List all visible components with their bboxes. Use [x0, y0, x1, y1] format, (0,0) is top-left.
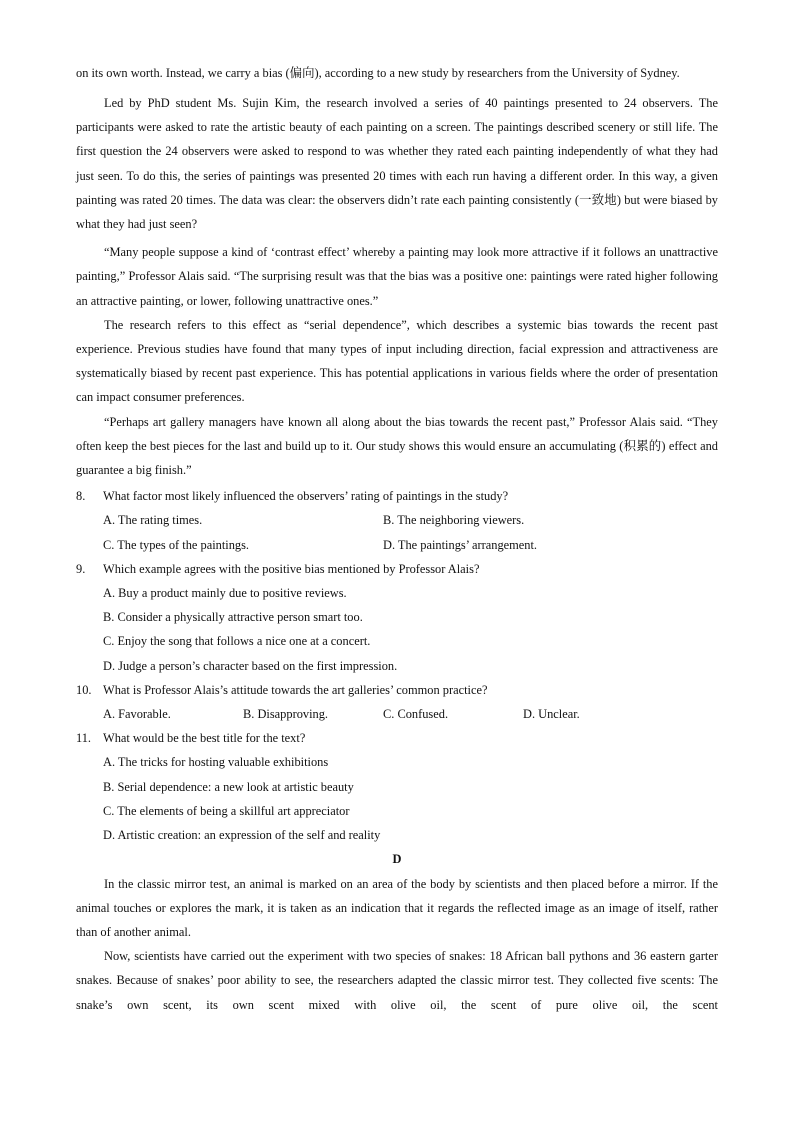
question-stem: What factor most likely influenced the observers’ rating of paintings in the study? [103, 489, 509, 504]
option-a[interactable]: A. The rating times. [103, 513, 203, 528]
question-stem: What is Professor Alais’s attitude towards the art galleries’ common practice? [103, 682, 488, 697]
option-b[interactable]: B. Consider a physically attractive person smart too. [103, 610, 363, 625]
question-number: 8. [76, 489, 86, 504]
answer-options [103, 750, 718, 847]
option-a[interactable]: A. The tricks for hosting valuable exhibitions [103, 755, 329, 770]
answer-options [103, 581, 718, 678]
question-number: 11. [76, 731, 92, 746]
question-8 [76, 484, 718, 557]
question-stem: What would be the best title for the text? [103, 731, 306, 746]
option-d[interactable]: D. The paintings’ arrangement. [383, 537, 538, 552]
exam-page [76, 58, 718, 1017]
question-stem: Which example agrees with the positive bias mentioned by Professor Alais? [103, 561, 480, 576]
option-d[interactable]: D. Unclear. [523, 707, 580, 722]
question-9 [76, 557, 718, 678]
passage-c-paragraph-3: The research refers to this effect as “serial dependence”, which describes a systemic bias towards the recent past experience. Previous studies have found that many types of input including direction, facial expression and attractiveness are systematically biased by recent past experience. This has potential applications in various fields where the order of presentation can impact consumer preferences. [76, 317, 718, 405]
passage-c-paragraph-4: “Perhaps art gallery managers have known all along about the bias towards the recent past,” Professor Alais said. “They often keep the best pieces for the last and build up to it. Our study shows this would ensure an accumulating (积累的) effect and guarantee a big finish.” [76, 414, 718, 478]
passage-c-paragraph-0: on its own worth. Instead, we carry a bias (偏向), according to a new study by researchers from the University of Sydney. [76, 66, 680, 80]
passage-c-paragraph-1: Led by PhD student Ms. Sujin Kim, the research involved a series of 40 paintings presented to 24 observers. The participants were asked to rate the artistic beauty of each painting on a screen. The paintings described scenery or still life. The first question the 24 observers were asked to respond to was whether they rated each painting independently of what they had just seen. To do this, the series of paintings was presented 20 times with each run having a different order. In this way, a given painting was rated 20 times. The data was clear: the observers didn’t rate each painting consistently (一致地) but were biased by what they had just seen? [76, 96, 718, 232]
question-11 [76, 726, 718, 847]
question-number: 9. [76, 561, 86, 576]
question-10 [76, 678, 718, 726]
answer-options [103, 508, 718, 556]
option-d[interactable]: D. Judge a person’s character based on the first impression. [103, 658, 398, 673]
passage-c-paragraph-2: “Many people suppose a kind of ‘contrast effect’ whereby a painting may look more attractive if it follows an unattractive painting,” Professor Alais said. “The surprising result was that the bias was a positive one: paintings were rated higher following an attractive painting, or lower, following unattractive ones.” [76, 245, 718, 308]
option-a[interactable]: A. Favorable. [103, 707, 171, 722]
option-c[interactable]: C. The elements of being a skillful art appreciator [103, 803, 350, 818]
option-c[interactable]: C. Enjoy the song that follows a nice one at a concert. [103, 634, 371, 649]
question-number: 10. [76, 682, 92, 697]
option-b[interactable]: B. The neighboring viewers. [383, 513, 525, 528]
option-c[interactable]: C. The types of the paintings. [103, 537, 250, 552]
option-d[interactable]: D. Artistic creation: an expression of the self and reality [103, 828, 381, 843]
passage-d-paragraph-1: In the classic mirror test, an animal is marked on an area of the body by scientists and then placed before a mirror. If the animal touches or explores the mark, it is taken as an indication that it regards the reflected image as an image of itself, rather than of another animal. [76, 876, 718, 939]
section-heading-d: D [392, 852, 402, 867]
option-b[interactable]: B. Serial dependence: a new look at artistic beauty [103, 779, 354, 794]
passage-d-paragraph-2: Now, scientists have carried out the experiment with two species of snakes: 18 African ball pythons and 36 eastern garter snakes. Because of snakes’ poor ability to see, the researchers adapted the classic mirror test. They collected five scents: The snake’s own scent, its own scent mixed with olive oil, the scent of pure olive oil, the scent [76, 949, 718, 1012]
answer-options [103, 702, 718, 726]
option-b[interactable]: B. Disapproving. [243, 707, 329, 722]
option-c[interactable]: C. Confused. [383, 707, 449, 722]
option-a[interactable]: A. Buy a product mainly due to positive reviews. [103, 586, 347, 601]
